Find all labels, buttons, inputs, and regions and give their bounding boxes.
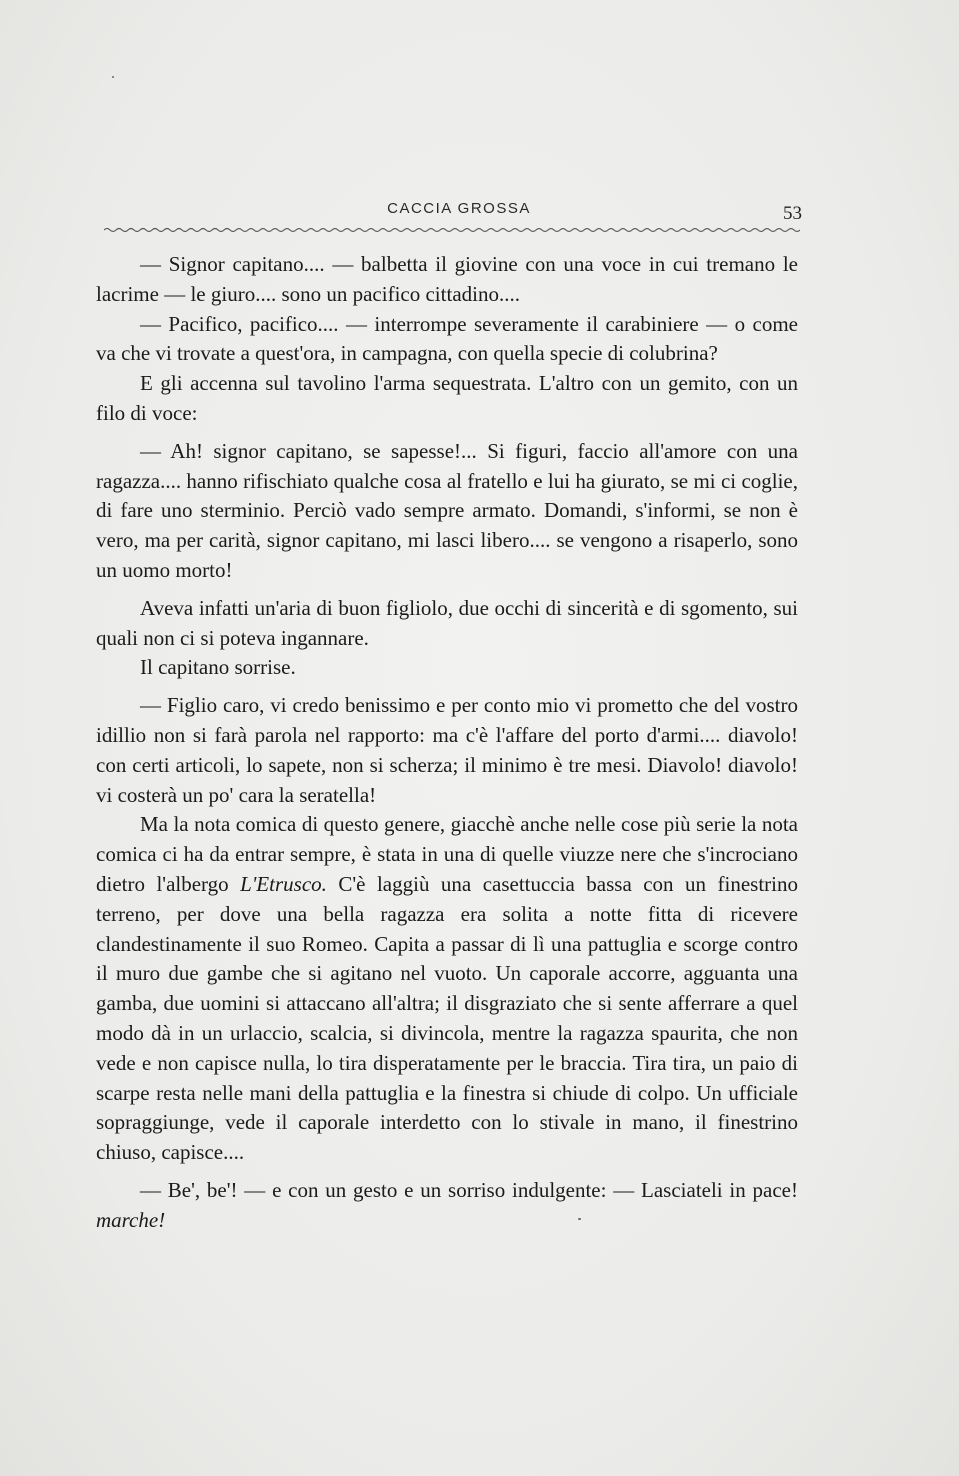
italic-exclamation: marche! <box>96 1207 166 1232</box>
paragraph <box>96 810 798 1168</box>
paragraph-text: C'è laggiù una casettuccia bassa con un finestrino terreno, per dove una bella ragazza era solita a notte fitta di ricevere clandestinamente il suo Romeo. Capita a passar di lì una pattuglia e scorge contro il muro due gambe che si agitano nel vuoto. Un caporale accorre, agguanta una gamba, due uomini si attaccano all'altra; il disgraziato che si sente afferrare a quel modo dà in un urlaccio, scalcia, si divincola, mentre la ragazza spaurita, che non vede e non capisce nulla, lo tira disperatamente per le braccia. Tira tira, un paio di scarpe resta nelle mani della pattuglia e la finestra si chiude di colpo. Un ufficiale sopraggiunge, vede il caporale interdetto con lo stivale in mano, il finestrino chiuso, capisce.... <box>96 871 798 1165</box>
header-ornamental-rule <box>104 226 800 234</box>
paragraph: — Figlio caro, vi credo benissimo e per conto mio vi prometto che del vostro idillio non si farà parola nel rapporto: ma c'è l'affare del porto d'armi.... diavolo! con certi articoli, lo sapete, non si scherza; il minimo è tre mesi. Diavolo! diavolo! vi costerà un po' cara la seratella! <box>96 693 798 807</box>
paragraph: — Pacifico, pacifico.... — interrompe severamente il carabiniere — o come va che vi trovate a quest'ora, in campagna, con quella specie di colubrina? <box>96 311 798 366</box>
page-number: 53 <box>783 203 802 224</box>
paragraph <box>96 1176 798 1236</box>
paragraph: — Signor capitano.... — balbetta il giovine con una voce in cui tremano le lacrime — le giuro.... sono un pacifico cittadino.... <box>96 252 798 306</box>
running-head <box>100 198 800 224</box>
paragraph: Il capitano sorrise. <box>140 655 296 680</box>
print-speck <box>112 76 114 78</box>
paragraph: — Ah! signor capitano, se sapesse!... Si figuri, faccio all'amore con una ragazza.... hanno rifischiato qualche cosa al fratello e lui ha giurato, se mi ci coglie, di fare uno sterminio. Perciò vado sempre armato. Domandi, s'informi, se non è vero, ma per carità, signor capitano, mi lasci libero.... se vengono a risaperlo, sono un uomo morto! <box>96 438 798 582</box>
paragraph-text: Ma la nota comica di questo genere, giacchè anche nelle cose più serie la nota comica ci ha da entrar sempre, è stata in una di quelle viuzze nere che s'incrociano dietro l'albergo <box>96 812 798 896</box>
print-speck <box>578 1218 581 1220</box>
hotel-name: L'Etrusco. <box>240 871 327 896</box>
body-text <box>96 250 798 1236</box>
paragraph-text: — Be', be'! — e con un gesto e un sorriso indulgente: — Lasciateli in pace! <box>140 1177 798 1202</box>
running-title: CACCIA GROSSA <box>387 200 531 217</box>
paragraph: Aveva infatti un'aria di buon figliolo, due occhi di sincerità e di sgomento, sui quali non ci si poteva ingannare. <box>96 595 798 650</box>
paragraph: E gli accenna sul tavolino l'arma sequestrata. L'altro con un gemito, con un filo di voce: <box>96 371 798 425</box>
